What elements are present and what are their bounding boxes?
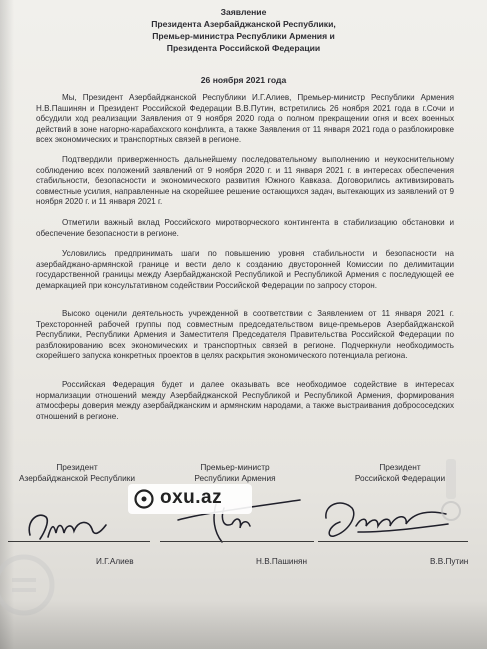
statement-heading-line-1: Президента Азербайджанской Республики, [151, 19, 336, 29]
signatory-aliyev-title-line1: Президент [56, 462, 98, 472]
signature-line-pashinyan [160, 541, 314, 542]
logo-text: oxu.az [160, 487, 223, 508]
oxu-az-logo [128, 484, 252, 514]
signatory-pashinyan-name: Н.В.Пашинян [256, 557, 307, 566]
paragraph-2: Подтвердили приверженность дальнейшему последовательному выполнению и неукоснительному соблюдению всех положений заявлений от 9 ноября 2020 г. и 11 января 2021 г. в интересах обеспечения стабильности, безопасности и экономического развития Южного Кавказа. Договорились активизировать совместные усилия, направленные на скорейшее решение остающихся задач, вытекающих из заявлений от 9 ноября 2020 г. и 11 января 2021 г. [36, 155, 454, 206]
logo-circle-icon [134, 489, 154, 509]
watermark-faint-right [436, 455, 466, 525]
signatory-pashinyan-title-line1: Премьер-министр [200, 462, 270, 472]
signatory-aliyev-title-line2: Азербайджанской Республики [18, 473, 136, 483]
paragraph-6: Российская Федерация будет и далее оказывать все необходимое содействие в интересах нормализации отношений между Азербайджанской Республикой и Республикой Армения, формирования атмосферы доверия между азербайджанским и армянским народами, а также выстраивания добрососедских отношений в регионе. [36, 380, 454, 421]
signatory-putin-title-line1: Президент [379, 462, 421, 472]
statement-title: Заявление [220, 7, 267, 17]
signatory-pashinyan-title-line2: Республики Армения [194, 473, 276, 483]
statement-date: 26 ноября 2021 года [200, 75, 287, 85]
page-shadow-bottom [0, 600, 487, 649]
signatory-putin-name: В.В.Путин [430, 557, 469, 566]
statement-heading-line-3: Президента Российской Федерации [166, 43, 321, 53]
signatory-aliyev-title [2, 462, 152, 484]
signature-line-putin [318, 541, 468, 542]
paragraph-5: Высоко оценили деятельность учрежденной в соответствии с Заявлением от 11 января 2021 г. Трехсторонней рабочей группы под совместным председательством вице-премьеров Азербайджанской Республики, Республики Армения и Заместителя Председателя Правительства Российской Федерации по разблокированию всех экономических и транспортных связей в регионе. Подчеркнули необходимость скорейшего запуска конкретных проектов в целях раскрытия экономического потенциала региона. [36, 309, 454, 360]
paragraph-4: Условились предпринимать шаги по повышению уровня стабильности и безопасности на азербайджано-армянской границе и вести дело к созданию двусторонней Комиссии по делимитации государственной границы между Азербайджанской Республикой и Республикой Армения с последующей ее демаркацией при консультативном содействии Российской Федерации по запросу сторон. [36, 249, 454, 290]
signatory-putin-title-line2: Российской Федерации [354, 473, 446, 483]
signatory-aliyev-name: И.Г.Алиев [96, 557, 134, 566]
paragraph-3: Отметили важный вклад Российского миротворческого контингента в стабилизацию обстановки и обеспечение безопасности в регионе. [36, 218, 454, 238]
paragraph-1: Мы, Президент Азербайджанской Республики И.Г.Алиев, Премьер-министр Республики Армения Н.В.Пашинян и Президент Российской Федерации В.В.Путин, встретились 26 ноября 2021 года в г.Сочи и обсудили ход реализации Заявления от 9 ноября 2020 года о полном прекращении огня и всех военных действий в зоне нагорно-карабахского конфликта, а также Заявления от 11 января 2021 года о разблокировке всех экономических и транспортных связей в регионе. [36, 93, 454, 144]
signatory-pashinyan-title [160, 462, 310, 484]
statement-heading-line-2: Премьер-министра Республики Армения и [152, 31, 335, 41]
